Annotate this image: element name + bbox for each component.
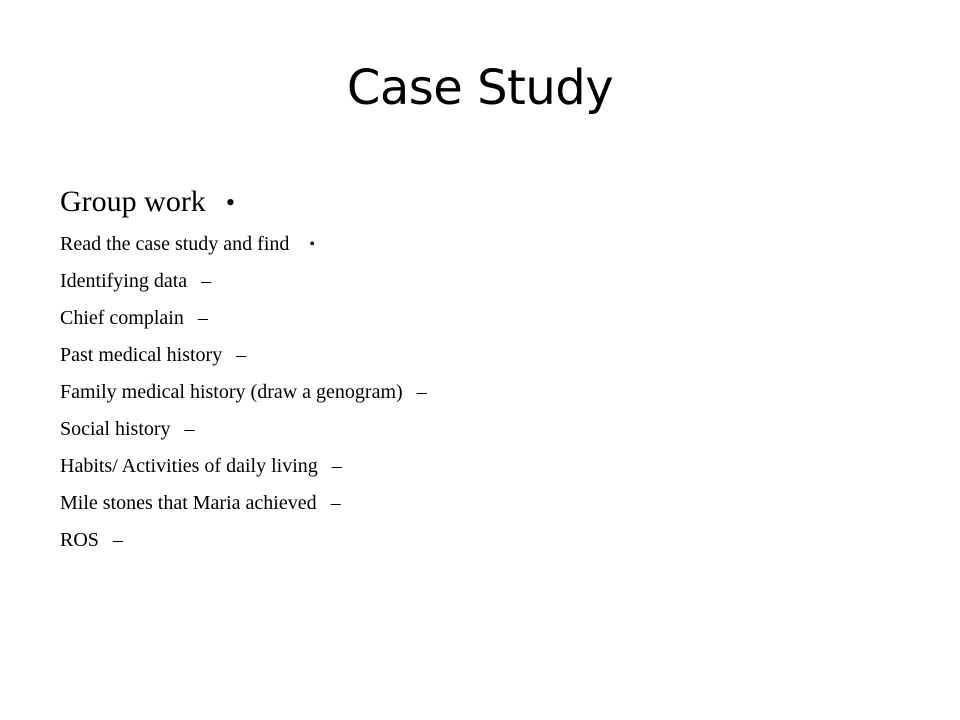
list-item (60, 448, 920, 485)
list-item (60, 337, 920, 374)
dash-marker: – (236, 344, 247, 366)
list-item (60, 300, 920, 337)
list-item-text: Social history (60, 418, 171, 440)
dash-marker: – (330, 492, 341, 514)
list-item-text: ROS (60, 529, 99, 551)
list-item (60, 411, 920, 448)
list-item-text: Habits/ Activities of daily living (60, 455, 318, 477)
dash-marker: – (331, 455, 342, 477)
list-item-text: Identifying data (60, 270, 188, 292)
dash-marker: – (201, 270, 212, 292)
list-item (60, 485, 920, 522)
list-item-text: Past medical history (60, 344, 223, 366)
bullet-marker: • (225, 188, 235, 217)
dash-marker: – (184, 418, 195, 440)
list-item-text: Mile stones that Maria achieved (60, 492, 317, 514)
heading-text: Group work (60, 185, 206, 218)
list-item (60, 522, 920, 559)
dash-marker: – (416, 381, 427, 403)
dash-marker: – (197, 307, 208, 329)
slide-content (60, 178, 920, 559)
dash-marker: – (112, 529, 123, 551)
intro-line (60, 226, 920, 263)
group-work-heading (60, 178, 920, 226)
list-item-text: Family medical history (draw a genogram) (60, 381, 403, 403)
list-item (60, 374, 920, 411)
slide-title: Case Study (346, 60, 614, 116)
list-item (60, 263, 920, 300)
bullet-marker: • (309, 236, 315, 253)
intro-text: Read the case study and find (60, 233, 290, 255)
list-item-text: Chief complain (60, 307, 184, 329)
